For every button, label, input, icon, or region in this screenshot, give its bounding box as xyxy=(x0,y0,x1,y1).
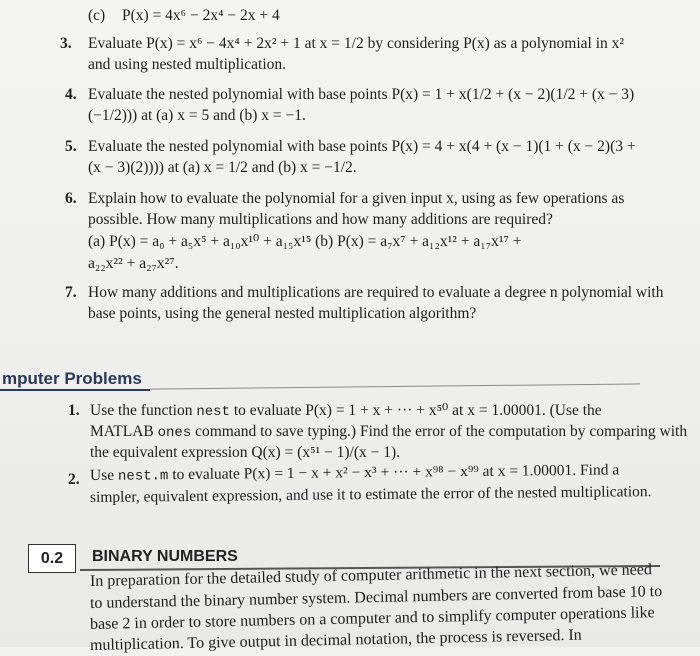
exercise-6-line-2: possible. How many multiplications and how many additions are required? xyxy=(88,211,553,228)
exercise-c-label: (c) xyxy=(88,7,106,24)
exercise-3-number: 3. xyxy=(60,35,72,52)
code-nest-m: nest.m xyxy=(117,468,169,485)
problem-1-text-b: to evaluate P(x) = 1 + x + ··· + x⁵⁰ at x = 1.00001. (Use the xyxy=(233,402,602,419)
problem-1-line-3: the equivalent expression Q(x) = (x⁵¹ − 1)/(x − 1). xyxy=(90,444,401,461)
exercise-3-line-2: and using nested multiplication. xyxy=(88,56,287,73)
section-para-line-3: base 2 in order to store numbers on a computer and to simplify computer operations like xyxy=(89,604,655,633)
problem-2-line-2: simpler, equivalent expression, and use it to estimate the error of the nested multiplication. xyxy=(89,483,652,506)
exercise-c-expression: P(x) = 4x⁶ − 2x⁴ − 2x + 4 xyxy=(122,7,280,24)
exercise-6-line-3: (a) P(x) = a₀ + a₅x⁵ + a₁₀x¹⁰ + a₁₅x¹⁵ (b) P(x) = a₇x⁷ + a₁₂x¹² + a₁₇x¹⁷ + xyxy=(88,233,522,250)
problem-2-text-b: to evaluate P(x) = 1 − x + x² − x³ + ··· + x⁹⁸ − x⁹⁹ at x = 1.00001. Find a xyxy=(172,461,620,484)
exercise-4-line-1: Evaluate the nested polynomial with base points P(x) = 1 + x(1/2 + (x − 2)(1/2 + (x − 3) xyxy=(88,86,635,103)
heading-rule xyxy=(150,383,640,389)
problem-1-text-a: Use the function xyxy=(90,402,193,419)
exercise-5-line-1: Evaluate the nested polynomial with base points P(x) = 4 + x(4 + (x − 1)(1 + (x − 2)(3 + xyxy=(88,138,636,155)
exercise-3-line-1: Evaluate P(x) = x⁶ − 4x⁴ + 2x² + 1 at x = 1/2 by considering P(x) as a polynomial in x² xyxy=(88,35,625,52)
exercise-6-number: 6. xyxy=(65,190,77,207)
section-title: BINARY NUMBERS xyxy=(92,548,238,565)
exercise-4-number: 4. xyxy=(65,86,77,103)
section-para-line-1: In preparation for the detailed study of computer arithmetic in the next section, we need xyxy=(89,561,653,590)
exercise-6-line-1: Explain how to evaluate the polynomial for a given input x, using as few operations as xyxy=(88,190,625,207)
exercise-7-number: 7. xyxy=(65,284,77,301)
exercise-5-number: 5. xyxy=(65,138,77,155)
heading-underline xyxy=(0,389,150,391)
exercise-4-line-2: (−1/2))) at (a) x = 5 and (b) x = −1. xyxy=(88,107,306,124)
section-para-line-4: multiplication. To give output in decimal notation, the process is reversed. In xyxy=(89,626,582,654)
problem-1-number: 1. xyxy=(68,402,80,419)
section-number-box: 0.2 xyxy=(28,544,76,573)
code-ones: ones xyxy=(157,425,192,441)
problem-1-line-2 xyxy=(90,422,687,443)
problem-2-text-a: Use xyxy=(89,466,115,484)
computer-problems-heading: mputer Problems xyxy=(2,369,142,388)
section-para-line-2: to understand the binary number system. Decimal numbers are converted from base 10 to xyxy=(89,583,663,612)
problem-1-line-1 xyxy=(90,401,602,422)
exercise-5-line-2: (x − 3)(2)))) at (a) x = 1/2 and (b) x = −1/2. xyxy=(88,159,357,176)
problem-2-number: 2. xyxy=(68,471,80,488)
exercise-7-line-2: base points, using the general nested multiplication algorithm? xyxy=(88,305,477,322)
exercise-6-line-4: a₂₂x²² + a₂₇x²⁷. xyxy=(88,255,179,272)
matlab-label: MATLAB xyxy=(90,423,154,440)
exercise-7-line-1: How many additions and multiplications are required to evaluate a degree n polynomial with xyxy=(88,284,664,301)
problem-1-text-c: command to save typing.) Find the error of the computation by comparing with xyxy=(195,423,688,440)
code-nest: nest xyxy=(196,404,230,420)
